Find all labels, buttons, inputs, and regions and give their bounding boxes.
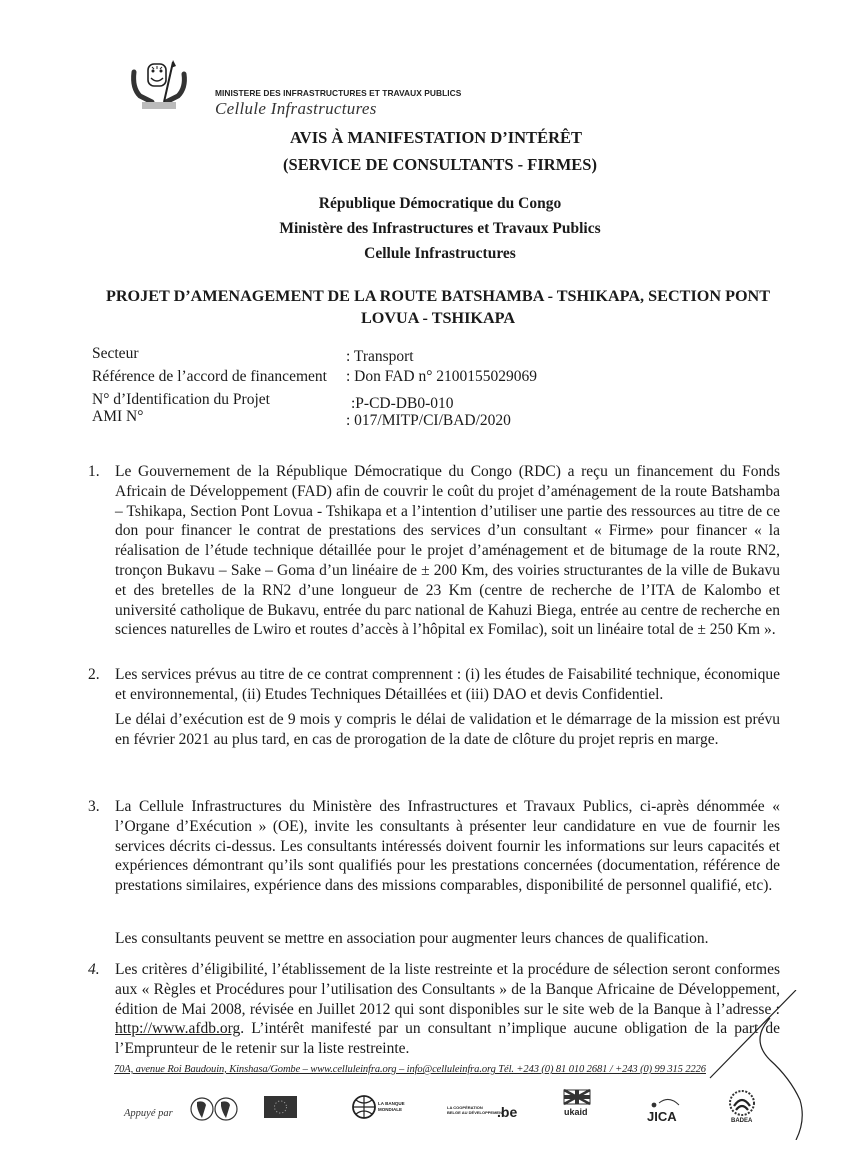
svg-text:JICA: JICA bbox=[647, 1109, 677, 1124]
eu-flag-logo bbox=[264, 1096, 297, 1118]
svg-text:MONDIALE: MONDIALE bbox=[378, 1107, 402, 1112]
paragraph-number: 2. bbox=[88, 666, 100, 683]
meta-value: : 017/MITP/CI/BAD/2020 bbox=[346, 412, 511, 429]
paragraph-1 bbox=[88, 462, 780, 640]
meta-value: : Don FAD n° 2100155029069 bbox=[346, 368, 538, 385]
footer-address: 70A, avenue Roi Baudouin, Kinshasa/Gombe – www.celluleinfra.org – info@celluleinfra.org Tél. +243 (0) 81 010 2681 / +243 (0) 99 315 2226 bbox=[114, 1064, 706, 1075]
badea-logo bbox=[727, 1088, 757, 1124]
cellule-letterhead: Cellule Infrastructures bbox=[215, 99, 377, 118]
coat-of-arms-emblem bbox=[126, 58, 192, 112]
meta-label: Référence de l’accord de financement bbox=[92, 368, 327, 385]
notice-subtitle: (SERVICE DE CONSULTANTS - FIRMES) bbox=[283, 155, 597, 174]
belgian-cooperation-logo bbox=[447, 1100, 519, 1122]
svg-text:BELGE AU DÉVELOPPEMENT: BELGE AU DÉVELOPPEMENT bbox=[447, 1110, 505, 1115]
paragraph-text: Les services prévus au titre de ce contrat comprennent : (i) les études de Faisabilité technique, économique et environnemental, (ii) Etudes Techniques Détaillées et (iii) DAO et devis Confidentiel. bbox=[115, 666, 780, 703]
paragraph-4 bbox=[88, 960, 780, 1059]
svg-text:LA COOPÉRATION: LA COOPÉRATION bbox=[447, 1105, 483, 1110]
paragraph-number: 4. bbox=[88, 961, 100, 978]
meta-value: : Transport bbox=[346, 348, 414, 365]
cellule-heading: Cellule Infrastructures bbox=[364, 245, 516, 262]
meta-label: AMI N° bbox=[92, 408, 144, 425]
paragraph-number: 3. bbox=[88, 798, 100, 815]
jica-logo bbox=[645, 1095, 681, 1125]
svg-text:LA BANQUE: LA BANQUE bbox=[378, 1101, 405, 1106]
meta-label: Secteur bbox=[92, 345, 139, 362]
paragraph-3-association: Les consultants peuvent se mettre en association pour augmenter leurs chances de qualification. bbox=[115, 930, 709, 947]
paragraph-text bbox=[115, 960, 780, 1059]
afdb-website-link[interactable]: http://www.afdb.org bbox=[115, 1020, 241, 1038]
paragraph-3 bbox=[88, 797, 780, 896]
paragraph-number: 1. bbox=[88, 463, 100, 480]
meta-label: N° d’Identification du Projet bbox=[92, 391, 270, 408]
paragraph-2-duration: Le délai d’exécution est de 9 mois y compris le délai de validation et le démarrage de la mission est prévu en février 2021 au plus tard, en cas de prorogation de la date de clôture du projet repris en marge. bbox=[115, 711, 780, 748]
ministry-letterhead: MINISTERE DES INFRASTRUCTURES ET TRAVAUX PUBLICS bbox=[215, 88, 462, 98]
paragraph-2 bbox=[88, 665, 780, 705]
paragraph-text-after-link: . L’intérêt manifesté par un consultant n’implique aucune obligation de la part de l’Emprunteur de le retenir sur la liste restreinte. bbox=[115, 1020, 780, 1058]
signature-mark bbox=[700, 990, 850, 1140]
paragraph-text-before-link: Les critères d’éligibilité, l’établissement de la liste restreinte et la procédure de sélection seront conformes aux « Règles et Procédures pour l’utilisation des Consultants » de la Banque Africaine de Développement, édition de Mai 2008, révisée en Juillet 2012 qui sont disponibles sur le site web de la Banque à l’adresse : bbox=[115, 961, 780, 1018]
notice-title: AVIS À MANIFESTATION D’INTÉRÊT bbox=[289, 128, 582, 147]
meta-value: :P-CD-DB0-010 bbox=[351, 395, 454, 412]
svg-text:.be: .be bbox=[497, 1104, 518, 1120]
world-bank-logo bbox=[350, 1092, 410, 1122]
ministry-heading: Ministère des Infrastructures et Travaux Publics bbox=[279, 220, 601, 237]
project-title: PROJET D’AMENAGEMENT DE LA ROUTE BATSHAMBA - TSHIKAPA, SECTION PONT LOVUA - TSHIKAPA bbox=[105, 287, 771, 327]
afdb-logo bbox=[190, 1094, 240, 1124]
supported-by-label: Appuyé par bbox=[124, 1108, 173, 1119]
paragraph-text: Le Gouvernement de la République Démocratique du Congo (RDC) a reçu un financement du Fonds Africain de Développement (FAD) afin de couvrir le coût du projet d’aménagement de la route Batshamba – Tshikapa, Section Pont Lovua - Tshikapa et a l’intention d’utiliser une partie des ressources au titre de ce don pour financer le contrat de prestations des services d’un consultant « Firme» pour financer « la réalisation de l’étude technique détaillée pour le projet d’aménagement et de bitumage de la route RN2, tronçon Bukavu – Sake – Goma d’un linéaire de ± 200 Km, des voiries structurantes de la ville de Bukavu et des bretelles de la RN2 d’une longueur de 23 Km (centre de recherche de l’ITA de Kalombo et université catholique de Bukavu, entrée du parc national de Kahuzi Biega, entrée au centre de recherche en sciences naturelles de Lwiro et routes d’accès à l’hôpital ex Fomilac), soit un linéaire total de ± 250 Km ». bbox=[115, 463, 780, 639]
paragraph-text: La Cellule Infrastructures du Ministère des Infrastructures et Travaux Publics, ci-après dénommée « l’Organe d’Exécution » (OE), invite les consultants à présenter leur candidature en vue de fournir les services décrits ci-dessus. Les consultants intéressés doivent fournir les informations sur leurs capacités et expériences démontrant qu’ils sont qualifiés pour les prestations concernées (documentation, référence de prestations similaires, expérience dans des missions comparables, disponibilité de personnel qualifié, etc). bbox=[115, 798, 780, 895]
svg-text:BADEA: BADEA bbox=[731, 1118, 753, 1124]
country-heading: République Démocratique du Congo bbox=[318, 195, 562, 212]
svg-text:ukaid: ukaid bbox=[564, 1107, 588, 1117]
ukaid-logo bbox=[562, 1088, 594, 1120]
